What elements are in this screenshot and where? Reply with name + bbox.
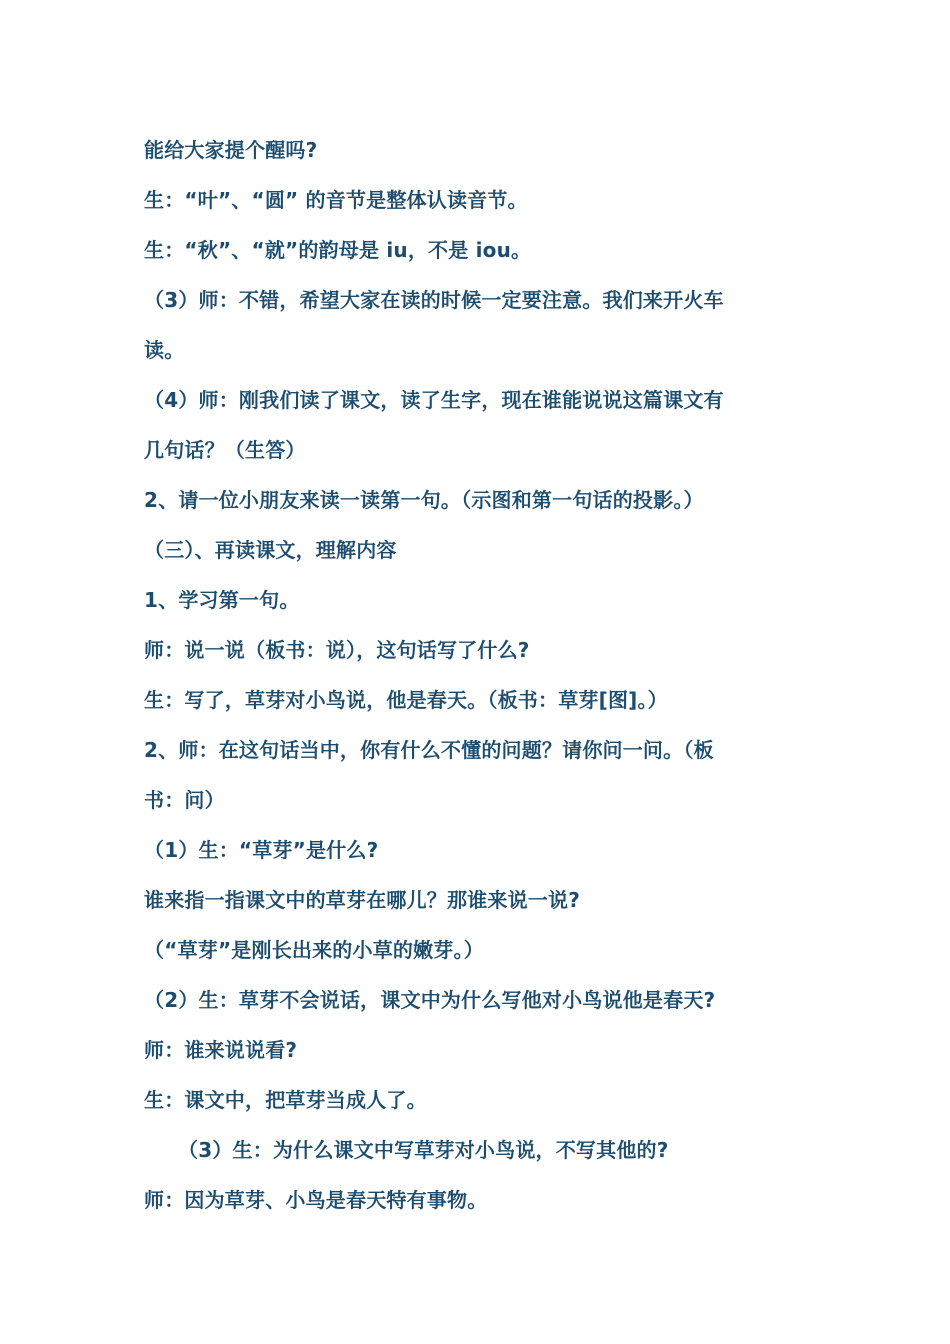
text-line: 师：说一说（板书：说），这句话写了什么? (144, 638, 530, 662)
text-line: 1、学习第一句。 (144, 588, 300, 612)
text-line: （1）生：“草芽”是什么? (144, 838, 379, 862)
text-line: （4）师：刚我们读了课文，读了生字，现在谁能说说这篇课文有 (144, 388, 724, 412)
text-line: 生：“秋”、“就”的韵母是 iu，不是 iou。 (144, 238, 532, 262)
text-line: 几句话？（生答） (144, 438, 306, 462)
text-line: 2、请一位小朋友来读一读第一句。（示图和第一句话的投影。） (144, 488, 704, 512)
text-line: （3）生：为什么课文中写草芽对小鸟说，不写其他的? (178, 1138, 669, 1162)
text-line: 生：写了，草芽对小鸟说，他是春天。（板书：草芽[图]。） (144, 688, 668, 712)
text-line: （“草芽”是刚长出来的小草的嫩芽。） (144, 938, 484, 962)
text-line: 读。 (144, 338, 185, 362)
document-body (144, 125, 804, 1225)
section-heading: （三）、再读课文，理解内容 (144, 538, 397, 562)
text-line: 2、师：在这句话当中，你有什么不懂的问题？请你问一问。（板 (144, 738, 714, 762)
text-line: 生：“叶”、“圆” 的音节是整体认读音节。 (144, 188, 528, 212)
text-line: （3）师：不错，希望大家在读的时候一定要注意。我们来开火车 (144, 288, 724, 312)
text-line: 能给大家提个醒吗? (144, 138, 318, 162)
text-line: （2）生：草芽不会说话，课文中为什么写他对小鸟说他是春天? (144, 988, 716, 1012)
text-line: 生：课文中，把草芽当成人了。 (144, 1088, 427, 1112)
text-line: 书：问） (144, 788, 225, 812)
text-line: 师：谁来说说看? (144, 1038, 298, 1062)
text-line: 谁来指一指课文中的草芽在哪儿？那谁来说一说? (144, 888, 581, 912)
text-line: 师：因为草芽、小鸟是春天特有事物。 (144, 1188, 488, 1212)
